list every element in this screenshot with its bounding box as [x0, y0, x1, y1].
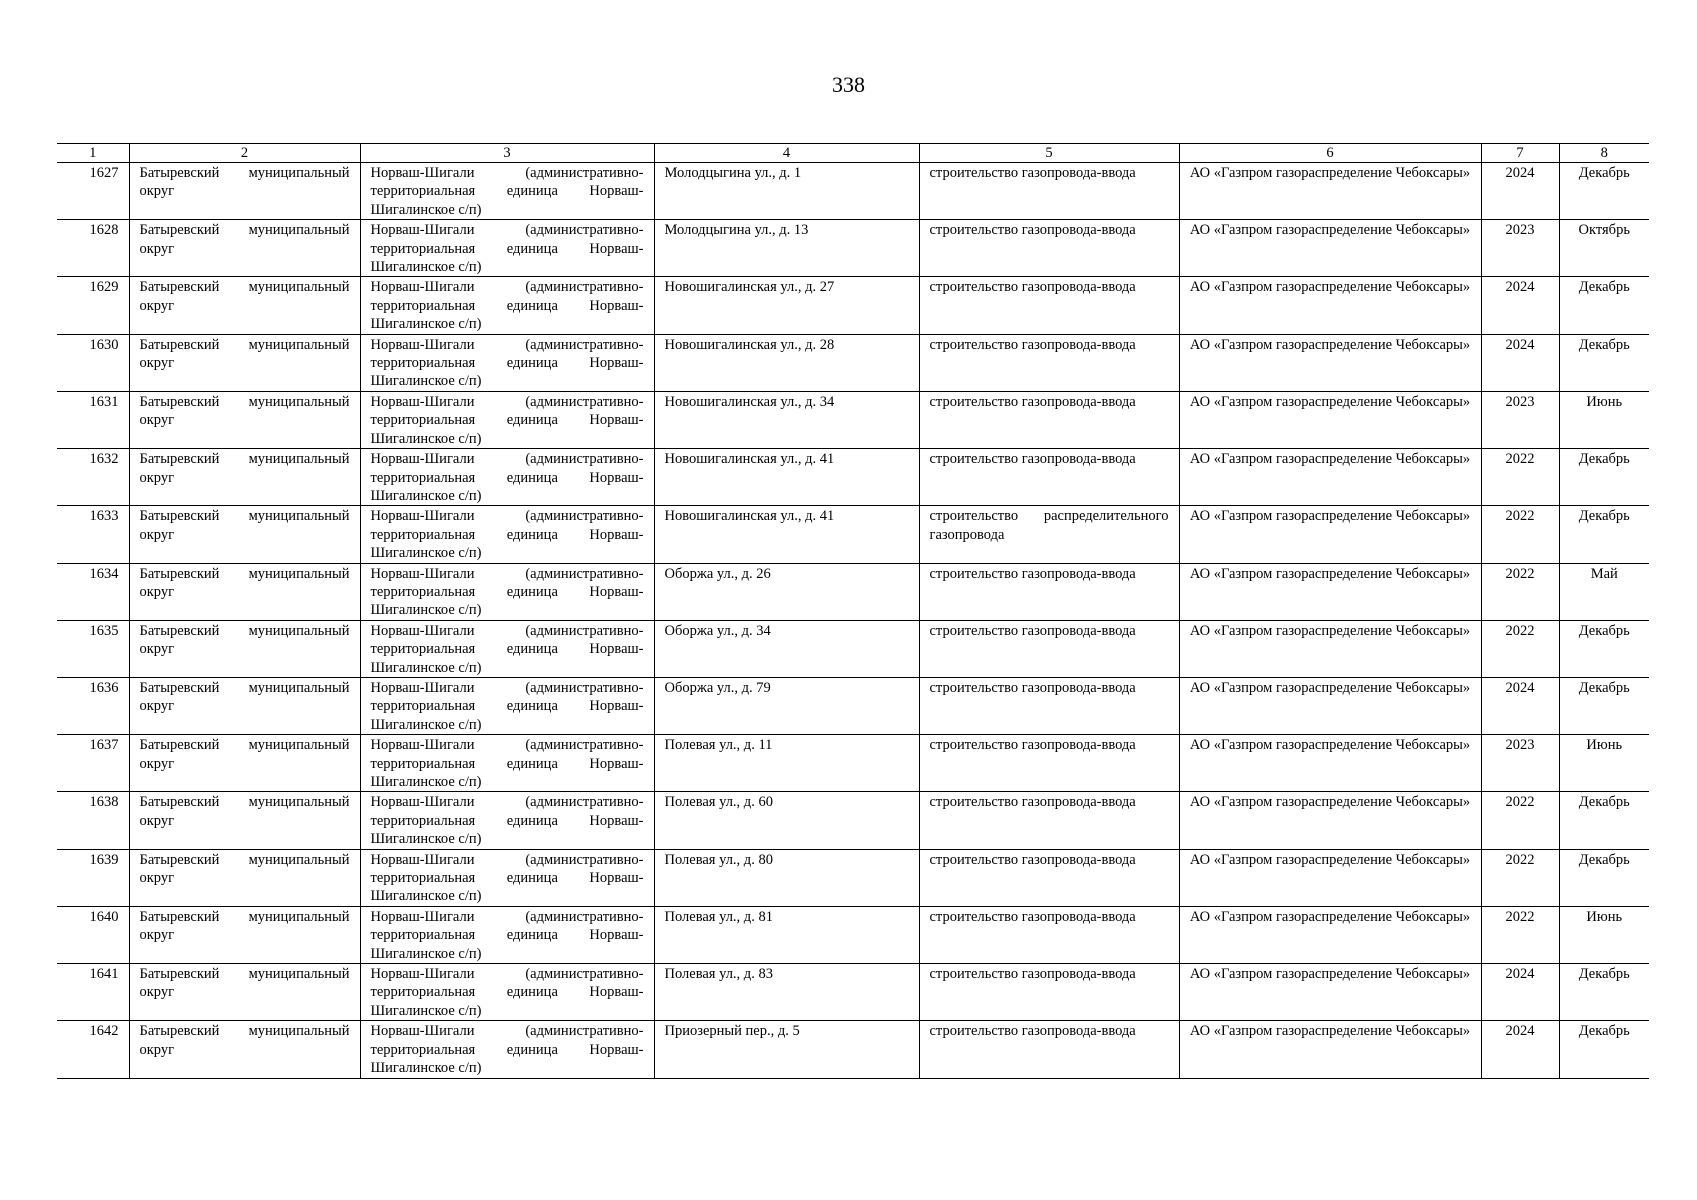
table-row — [57, 220, 1649, 277]
cell-district: Батыревский муниципальный округ — [129, 563, 360, 620]
cell-address: Молодцыгина ул., д. 13 — [654, 220, 919, 277]
cell-month: Декабрь — [1559, 277, 1649, 334]
cell-work-type: строительство газопровода-ввода — [919, 334, 1179, 391]
cell-year: 2022 — [1481, 449, 1559, 506]
cell-work-type: строительство газопровода-ввода — [919, 735, 1179, 792]
cell-year: 2022 — [1481, 620, 1559, 677]
table-row — [57, 1021, 1649, 1078]
cell-district: Батыревский муниципальный округ — [129, 1021, 360, 1078]
cell-organization: АО «Газпром газораспределение Чебоксары» — [1179, 334, 1481, 391]
cell-address: Полевая ул., д. 11 — [654, 735, 919, 792]
column-number-header-row — [57, 144, 1649, 163]
cell-organization: АО «Газпром газораспределение Чебоксары» — [1179, 735, 1481, 792]
cell-organization: АО «Газпром газораспределение Чебоксары» — [1179, 620, 1481, 677]
column-header: 4 — [654, 144, 919, 163]
cell-work-type: строительство газопровода-ввода — [919, 277, 1179, 334]
cell-month: Декабрь — [1559, 677, 1649, 734]
cell-district: Батыревский муниципальный округ — [129, 334, 360, 391]
cell-year: 2022 — [1481, 792, 1559, 849]
cell-year: 2024 — [1481, 277, 1559, 334]
cell-work-type: строительство газопровода-ввода — [919, 620, 1179, 677]
table-row — [57, 163, 1649, 220]
table-row — [57, 334, 1649, 391]
cell-organization: АО «Газпром газораспределение Чебоксары» — [1179, 677, 1481, 734]
table-row — [57, 964, 1649, 1021]
cell-row-number: 1627 — [57, 163, 129, 220]
cell-month: Декабрь — [1559, 792, 1649, 849]
table-row — [57, 735, 1649, 792]
cell-district: Батыревский муниципальный округ — [129, 391, 360, 448]
table-body — [57, 163, 1649, 1079]
cell-district: Батыревский муниципальный округ — [129, 964, 360, 1021]
cell-row-number: 1632 — [57, 449, 129, 506]
cell-year: 2024 — [1481, 677, 1559, 734]
table-row — [57, 506, 1649, 563]
cell-year: 2022 — [1481, 849, 1559, 906]
cell-address: Новошигалинская ул., д. 28 — [654, 334, 919, 391]
cell-month: Октябрь — [1559, 220, 1649, 277]
column-header: 2 — [129, 144, 360, 163]
cell-month: Декабрь — [1559, 449, 1649, 506]
cell-work-type: строительство газопровода-ввода — [919, 849, 1179, 906]
cell-year: 2024 — [1481, 163, 1559, 220]
cell-organization: АО «Газпром газораспределение Чебоксары» — [1179, 849, 1481, 906]
cell-locality: Норваш-Шигали (административно-территориальная единица Норваш-Шигалинское с/п) — [360, 849, 654, 906]
cell-work-type: строительство газопровода-ввода — [919, 964, 1179, 1021]
cell-work-type: строительство газопровода-ввода — [919, 391, 1179, 448]
cell-organization: АО «Газпром газораспределение Чебоксары» — [1179, 506, 1481, 563]
cell-address: Оборжа ул., д. 79 — [654, 677, 919, 734]
cell-work-type: строительство газопровода-ввода — [919, 677, 1179, 734]
cell-address: Молодцыгина ул., д. 1 — [654, 163, 919, 220]
cell-month: Декабрь — [1559, 506, 1649, 563]
cell-row-number: 1630 — [57, 334, 129, 391]
cell-work-type: строительство распределительного газопровода — [919, 506, 1179, 563]
cell-year: 2022 — [1481, 563, 1559, 620]
cell-row-number: 1636 — [57, 677, 129, 734]
cell-row-number: 1638 — [57, 792, 129, 849]
cell-work-type: строительство газопровода-ввода — [919, 792, 1179, 849]
column-header: 6 — [1179, 144, 1481, 163]
cell-month: Декабрь — [1559, 334, 1649, 391]
gasification-schedule-table — [57, 143, 1649, 1079]
column-header: 8 — [1559, 144, 1649, 163]
cell-organization: АО «Газпром газораспределение Чебоксары» — [1179, 1021, 1481, 1078]
cell-address: Полевая ул., д. 83 — [654, 964, 919, 1021]
cell-row-number: 1633 — [57, 506, 129, 563]
cell-work-type: строительство газопровода-ввода — [919, 563, 1179, 620]
cell-work-type: строительство газопровода-ввода — [919, 163, 1179, 220]
cell-address: Полевая ул., д. 80 — [654, 849, 919, 906]
cell-locality: Норваш-Шигали (административно-территориальная единица Норваш-Шигалинское с/п) — [360, 449, 654, 506]
cell-row-number: 1629 — [57, 277, 129, 334]
cell-row-number: 1640 — [57, 906, 129, 963]
cell-district: Батыревский муниципальный округ — [129, 906, 360, 963]
cell-row-number: 1634 — [57, 563, 129, 620]
cell-month: Июнь — [1559, 391, 1649, 448]
cell-locality: Норваш-Шигали (административно-территориальная единица Норваш-Шигалинское с/п) — [360, 735, 654, 792]
cell-organization: АО «Газпром газораспределение Чебоксары» — [1179, 163, 1481, 220]
cell-work-type: строительство газопровода-ввода — [919, 906, 1179, 963]
column-header: 7 — [1481, 144, 1559, 163]
cell-address: Новошигалинская ул., д. 41 — [654, 449, 919, 506]
cell-district: Батыревский муниципальный округ — [129, 735, 360, 792]
cell-locality: Норваш-Шигали (административно-территориальная единица Норваш-Шигалинское с/п) — [360, 792, 654, 849]
cell-year: 2022 — [1481, 506, 1559, 563]
cell-year: 2023 — [1481, 391, 1559, 448]
cell-month: Декабрь — [1559, 964, 1649, 1021]
cell-row-number: 1642 — [57, 1021, 129, 1078]
cell-locality: Норваш-Шигали (административно-территориальная единица Норваш-Шигалинское с/п) — [360, 163, 654, 220]
cell-month: Июнь — [1559, 735, 1649, 792]
cell-locality: Норваш-Шигали (административно-территориальная единица Норваш-Шигалинское с/п) — [360, 620, 654, 677]
cell-district: Батыревский муниципальный округ — [129, 449, 360, 506]
cell-row-number: 1628 — [57, 220, 129, 277]
cell-organization: АО «Газпром газораспределение Чебоксары» — [1179, 563, 1481, 620]
cell-organization: АО «Газпром газораспределение Чебоксары» — [1179, 391, 1481, 448]
cell-district: Батыревский муниципальный округ — [129, 277, 360, 334]
cell-work-type: строительство газопровода-ввода — [919, 449, 1179, 506]
cell-month: Декабрь — [1559, 163, 1649, 220]
cell-address: Полевая ул., д. 81 — [654, 906, 919, 963]
cell-row-number: 1631 — [57, 391, 129, 448]
cell-year: 2024 — [1481, 964, 1559, 1021]
column-header: 3 — [360, 144, 654, 163]
cell-organization: АО «Газпром газораспределение Чебоксары» — [1179, 277, 1481, 334]
cell-row-number: 1641 — [57, 964, 129, 1021]
cell-district: Батыревский муниципальный округ — [129, 506, 360, 563]
cell-locality: Норваш-Шигали (административно-территориальная единица Норваш-Шигалинское с/п) — [360, 964, 654, 1021]
table-row — [57, 449, 1649, 506]
cell-address: Новошигалинская ул., д. 34 — [654, 391, 919, 448]
cell-organization: АО «Газпром газораспределение Чебоксары» — [1179, 449, 1481, 506]
table-row — [57, 906, 1649, 963]
table-row — [57, 391, 1649, 448]
table-row — [57, 620, 1649, 677]
cell-address: Оборжа ул., д. 34 — [654, 620, 919, 677]
cell-organization: АО «Газпром газораспределение Чебоксары» — [1179, 906, 1481, 963]
cell-year: 2022 — [1481, 906, 1559, 963]
table-row — [57, 563, 1649, 620]
cell-district: Батыревский муниципальный округ — [129, 620, 360, 677]
cell-address: Полевая ул., д. 60 — [654, 792, 919, 849]
cell-locality: Норваш-Шигали (административно-территориальная единица Норваш-Шигалинское с/п) — [360, 506, 654, 563]
cell-locality: Норваш-Шигали (административно-территориальная единица Норваш-Шигалинское с/п) — [360, 677, 654, 734]
cell-work-type: строительство газопровода-ввода — [919, 1021, 1179, 1078]
cell-year: 2023 — [1481, 735, 1559, 792]
cell-locality: Норваш-Шигали (административно-территориальная единица Норваш-Шигалинское с/п) — [360, 1021, 654, 1078]
column-header: 1 — [57, 144, 129, 163]
cell-locality: Норваш-Шигали (административно-территориальная единица Норваш-Шигалинское с/п) — [360, 334, 654, 391]
cell-district: Батыревский муниципальный округ — [129, 163, 360, 220]
cell-row-number: 1637 — [57, 735, 129, 792]
cell-address: Оборжа ул., д. 26 — [654, 563, 919, 620]
table-row — [57, 849, 1649, 906]
cell-locality: Норваш-Шигали (административно-территориальная единица Норваш-Шигалинское с/п) — [360, 277, 654, 334]
cell-month: Июнь — [1559, 906, 1649, 963]
cell-district: Батыревский муниципальный округ — [129, 849, 360, 906]
cell-district: Батыревский муниципальный округ — [129, 220, 360, 277]
cell-year: 2024 — [1481, 1021, 1559, 1078]
cell-work-type: строительство газопровода-ввода — [919, 220, 1179, 277]
cell-address: Новошигалинская ул., д. 41 — [654, 506, 919, 563]
cell-row-number: 1639 — [57, 849, 129, 906]
table-row — [57, 277, 1649, 334]
table-row — [57, 677, 1649, 734]
cell-address: Приозерный пер., д. 5 — [654, 1021, 919, 1078]
cell-locality: Норваш-Шигали (административно-территориальная единица Норваш-Шигалинское с/п) — [360, 563, 654, 620]
cell-month: Декабрь — [1559, 849, 1649, 906]
cell-address: Новошигалинская ул., д. 27 — [654, 277, 919, 334]
cell-locality: Норваш-Шигали (административно-территориальная единица Норваш-Шигалинское с/п) — [360, 391, 654, 448]
cell-organization: АО «Газпром газораспределение Чебоксары» — [1179, 220, 1481, 277]
cell-district: Батыревский муниципальный округ — [129, 792, 360, 849]
table-row — [57, 792, 1649, 849]
cell-year: 2023 — [1481, 220, 1559, 277]
cell-district: Батыревский муниципальный округ — [129, 677, 360, 734]
column-header: 5 — [919, 144, 1179, 163]
cell-locality: Норваш-Шигали (административно-территориальная единица Норваш-Шигалинское с/п) — [360, 906, 654, 963]
cell-month: Май — [1559, 563, 1649, 620]
cell-organization: АО «Газпром газораспределение Чебоксары» — [1179, 792, 1481, 849]
page-number: 338 — [832, 72, 865, 97]
cell-locality: Норваш-Шигали (административно-территориальная единица Норваш-Шигалинское с/п) — [360, 220, 654, 277]
cell-year: 2024 — [1481, 334, 1559, 391]
cell-row-number: 1635 — [57, 620, 129, 677]
cell-month: Декабрь — [1559, 1021, 1649, 1078]
cell-organization: АО «Газпром газораспределение Чебоксары» — [1179, 964, 1481, 1021]
cell-month: Декабрь — [1559, 620, 1649, 677]
